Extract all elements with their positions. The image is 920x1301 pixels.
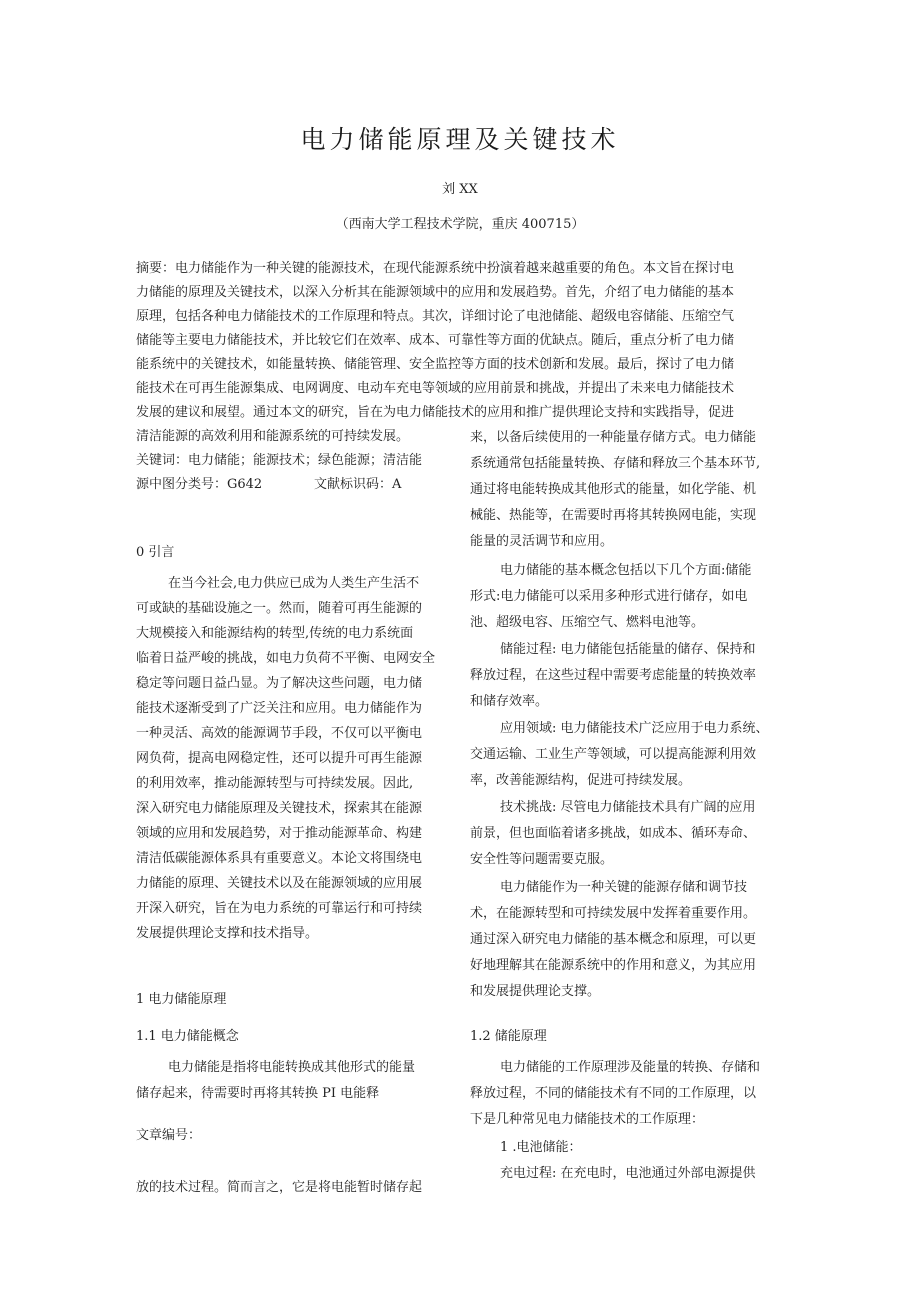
paragraph-line: 电力储能作为一种关键的能源存储和调节技	[500, 880, 748, 895]
paragraph-line: 网负荷，提高电网稳定性，还可以提升可再生能源	[136, 751, 423, 766]
paragraph-line: 术，在能源转型和可持续发展中发挥着重要作用。	[470, 906, 757, 921]
paragraph-line: 发展提供理论支撑和技术指导。	[136, 926, 319, 941]
keywords: 关键词：电力储能；能源技术；绿色能源；清洁能	[136, 453, 423, 468]
paragraph-line: 和发展提供理论支撑。	[470, 984, 601, 999]
paragraph-line: 能技术逐渐受到了广泛关注和应用。电力储能作为	[136, 701, 423, 716]
paragraph-line: 率，改善能源结构，促进可持续发展。	[470, 773, 692, 788]
paragraph-line: 交通运输、工业生产等领域，可以提高能源利用效	[470, 747, 757, 762]
paragraph-line: 安全性等问题需要克服。	[470, 852, 614, 867]
paragraph-line: 储能过程: 电力储能包括能量的储存、保持和	[500, 642, 756, 657]
author: 刘 XX	[442, 182, 478, 197]
paragraph-line: 释放过程，不同的储能技术有不同的工作原理，以	[470, 1086, 757, 1101]
section-heading-1-1: 1.1 电力储能概念	[136, 1029, 239, 1044]
document-code: 文献标识码：A	[314, 477, 402, 492]
paragraph-line: 充电过程: 在充电时，电池通过外部电源提供	[500, 1166, 756, 1181]
paragraph-line: 电力储能的工作原理涉及能量的转换、存储和	[500, 1060, 761, 1075]
paragraph-line: 电力储能的基本概念包括以下几个方面:储能	[500, 563, 752, 578]
clc-number: 源中图分类号：G642	[136, 477, 263, 492]
abstract-line: 发展的建议和展望。通过本文的研究，旨在为电力储能技术的应用和推广提供理论支持和实践指导，促进	[136, 405, 735, 420]
list-item-heading: 1 .电池储能：	[500, 1140, 582, 1155]
section-heading-intro: 0 引言	[136, 545, 175, 560]
paragraph-line: 通过将电能转换成其他形式的能量，如化学能、机	[470, 482, 757, 497]
paragraph-line: 在当今社会,电力供应已成为人类生产生活不	[168, 576, 420, 591]
paragraph-line: 和储存效率。	[470, 694, 549, 709]
paragraph-line: 来，以备后续使用的一种能量存储方式。电力储能	[470, 430, 757, 445]
paragraph-line: 系统通常包括能量转换、存储和释放三个基本环节,	[470, 456, 761, 471]
paragraph-line: 好地理解其在能源系统中的作用和意义，为其应用	[470, 958, 757, 973]
paragraph-line: 一种灵活、高效的能源调节手段，不仅可以平衡电	[136, 726, 423, 741]
paragraph-line: 领域的应用和发展趋势，对于推动能源革命、构建	[136, 826, 423, 841]
paragraph-line: 械能、热能等，在需要时再将其转换网电能，实现	[470, 508, 757, 523]
paragraph-line: 的利用效率，推动能源转型与可持续发展。因此,	[136, 776, 414, 791]
abstract-line: 摘要：电力储能作为一种关键的能源技术，在现代能源系统中扮演着越来越重要的角色。本文旨在探讨电	[136, 261, 735, 276]
article-number: 文章编号：	[136, 1128, 202, 1143]
paragraph-line: 释放过程，在这些过程中需要考虑能量的转换效率	[470, 668, 757, 683]
abstract-line: 能技术在可再生能源集成、电网调度、电动车充电等领域的应用前景和挑战，并提出了未来电力储能技术	[136, 381, 735, 396]
paragraph-line: 池、超级电容、压缩空气、燃料电池等。	[470, 615, 705, 630]
paragraph-line: 前景，但也面临着诸多挑战，如成本、循环寿命、	[470, 826, 757, 841]
paper-title: 电力储能原理及关键技术	[300, 125, 620, 154]
paragraph-line: 下是几种常见电力储能技术的工作原理：	[470, 1112, 705, 1127]
paragraph-line: 形式:电力储能可以采用多种形式进行储存，如电	[470, 589, 748, 604]
paragraph-line: 稳定等问题日益凸显。为了解决这些问题，电力储	[136, 676, 423, 691]
paragraph-line: 力储能的原理、关键技术以及在能源领域的应用展	[136, 876, 423, 891]
paragraph-line: 清洁低碳能源体系具有重要意义。本论文将围绕电	[136, 851, 423, 866]
affiliation: （西南大学工程技术学院，重庆 400715）	[335, 217, 585, 232]
paragraph-line: 放的技术过程。简而言之，它是将电能暂时储存起	[136, 1180, 423, 1195]
paragraph-line: 技术挑战: 尽管电力储能技术具有广阔的应用	[500, 800, 756, 815]
paragraph-line: 应用领域: 电力储能技术广泛应用于电力系统、	[500, 721, 769, 736]
paragraph-line: 储存起来，待需要时再将其转换 PI 电能释	[136, 1086, 380, 1101]
abstract-line: 储能等主要电力储能技术，并比较它们在效率、成本、可靠性等方面的优缺点。随后，重点分析了电力储	[136, 333, 735, 348]
paragraph-line: 开深入研究，旨在为电力系统的可靠运行和可持续	[136, 901, 423, 916]
paragraph-line: 深入研究电力储能原理及关键技术，探索其在能源	[136, 801, 423, 816]
abstract-line: 原理，包括各种电力储能技术的工作原理和特点。其次，详细讨论了电池储能、超级电容储能、压缩空气	[136, 309, 735, 324]
paragraph-line: 能量的灵活调节和应用。	[470, 534, 614, 549]
section-heading-1: 1 电力储能原理	[136, 992, 227, 1007]
paragraph-line: 临着日益严峻的挑战，如电力负荷不平衡、电网安全	[136, 651, 436, 666]
paragraph-line: 可或缺的基础设施之一。然而，随着可再生能源的	[136, 601, 423, 616]
abstract-line: 清洁能源的高效利用和能源系统的可持续发展。	[136, 429, 410, 444]
section-heading-1-2: 1.2 储能原理	[470, 1029, 547, 1044]
abstract-line: 力储能的原理及关键技术，以深入分析其在能源领域中的应用和发展趋势。首先，介绍了电力储能的基本	[136, 285, 735, 300]
paragraph-line: 大规模接入和能源结构的转型,传统的电力系统面	[136, 626, 414, 641]
abstract-line: 能系统中的关键技术，如能量转换、储能管理、安全监控等方面的技术创新和发展。最后，探讨了电力储	[136, 357, 735, 372]
paragraph-line: 电力储能是指将电能转换成其他形式的能量	[168, 1060, 416, 1075]
paragraph-line: 通过深入研究电力储能的基本概念和原理，可以更	[470, 932, 757, 947]
